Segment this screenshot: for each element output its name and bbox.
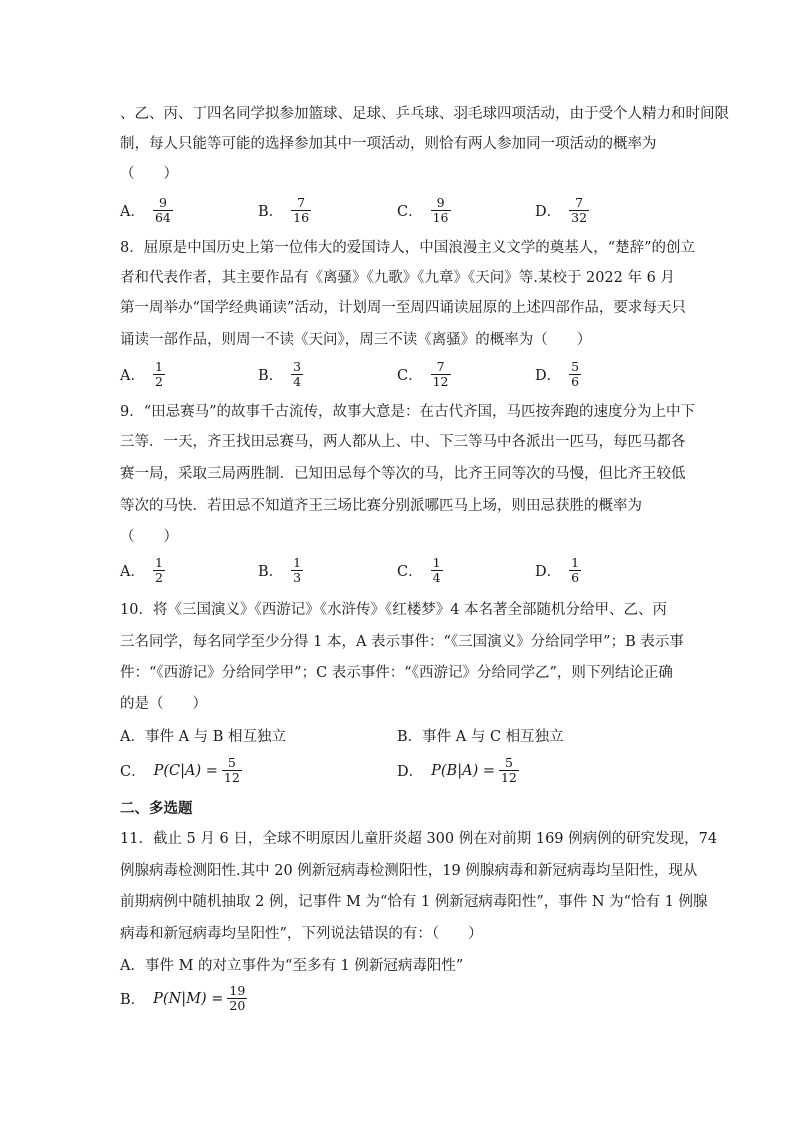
q10-line-3: 件：“《西游记》分给同学甲”；C 表示事件：“《西游记》分给同学乙”，则下列结论正确: [120, 665, 673, 681]
q9-line-2: 三等．一天，齐王找田忌赛马，两人都从上、中、下三等马中各派出一匹马，每匹马都各: [120, 434, 686, 450]
q8-line-3: 第一周举办“国学经典诵读”活动，计划周一至周四诵读屈原的上述四部作品，要求每天只: [120, 300, 686, 316]
q8-line-2: 者和代表作者，其主要作品有《离骚》《九歌》《九章》《天问》等.某校于 2022 年 6 月: [120, 270, 675, 286]
q8-option-b: B． $\frac{3}{4}$: [258, 359, 302, 389]
fraction: $\frac{9}{64}$: [154, 195, 171, 225]
fraction: $\frac{1}{4}$: [432, 555, 441, 585]
fraction: $\frac{7}{12}$: [432, 359, 449, 389]
fraction: $\frac{9}{16}$: [432, 195, 449, 225]
q11-line-3: 前期病例中随机抽取 2 例，记事件 M 为“恰有 1 例新冠病毒阳性”，事件 N 为“恰有 1 例腺: [120, 894, 708, 910]
q9-option-a: A． $\frac{1}{2}$: [120, 555, 163, 585]
q11-line-2: 例腺病毒检测阳性.其中 20 例新冠病毒检测阳性，19 例腺病毒和新冠病毒均呈阳性，现从: [120, 863, 698, 879]
fraction: $\frac{5}{12}$: [223, 755, 240, 785]
fraction: $\frac{7}{32}$: [571, 195, 588, 225]
q7-line-1: 、乙、丙、丁四名同学拟参加篮球、足球、乒乓球、羽毛球四项活动，由于受个人精力和时间限: [120, 106, 729, 122]
q10-option-c: C． P(C|A) = $\frac{5}{12}$: [120, 755, 240, 785]
section-heading-multiple-choice: 二、多选题: [120, 801, 193, 817]
fraction: $\frac{7}{16}$: [293, 195, 310, 225]
q10-line-2: 三名同学，每名同学至少分得 1 本，A 表示事件：“《三国演义》分给同学甲”；B 表示事: [120, 634, 684, 650]
q7-option-b: B． $\frac{7}{16}$: [258, 195, 310, 225]
q11-option-b: B． P(N|M) = $\frac{19}{20}$: [120, 983, 246, 1013]
q9-option-d: D． $\frac{1}{6}$: [535, 555, 580, 585]
q8-option-d: D． $\frac{5}{6}$: [535, 359, 580, 389]
q7-line-2: 制，每人只能等可能的选择参加其中一项活动，则恰有两人参加同一项活动的概率为: [120, 136, 657, 152]
fraction: $\frac{1}{3}$: [293, 555, 302, 585]
q9-line-1: 9．“田忌赛马”的故事千古流传，故事大意是：在古代齐国，马匹按奔跑的速度分为上中下: [120, 404, 696, 420]
q9-line-3: 赛一局，采取三局两胜制．已知田忌每个等次的马，比齐王同等次的马慢，但比齐王较低: [120, 466, 686, 482]
fraction: $\frac{5}{12}$: [500, 755, 517, 785]
q10-option-d: D． P(B|A) = $\frac{5}{12}$: [397, 755, 517, 785]
q8-option-c: C． $\frac{7}{12}$: [397, 359, 449, 389]
fraction: $\frac{1}{6}$: [571, 555, 580, 585]
fraction: $\frac{5}{6}$: [571, 359, 580, 389]
q10-option-b: B．事件 A 与 C 相互独立: [397, 729, 564, 745]
q7-option-a: A． $\frac{9}{64}$: [120, 195, 171, 225]
q10-option-a: A．事件 A 与 B 相互独立: [120, 729, 287, 745]
fraction: $\frac{19}{20}$: [229, 983, 246, 1013]
fraction: $\frac{1}{2}$: [154, 359, 163, 389]
q7-option-d: D． $\frac{7}{32}$: [535, 195, 588, 225]
q11-line-4: 病毒和新冠病毒均呈阳性”，下列说法错误的有：（ ）: [120, 926, 483, 942]
q10-line-4: 的是（ ）: [120, 696, 207, 712]
q9-option-c: C． $\frac{1}{4}$: [397, 555, 441, 585]
q9-option-b: B． $\frac{1}{3}$: [258, 555, 302, 585]
q11-option-a: A．事件 M 的对立事件为“至多有 1 例新冠病毒阳性”: [120, 958, 464, 974]
q9-line-5: （ ）: [120, 529, 178, 545]
fraction: $\frac{3}{4}$: [293, 359, 302, 389]
q7-option-c: C． $\frac{9}{16}$: [397, 195, 449, 225]
q7-line-3: （ ）: [120, 166, 178, 182]
q8-line-1: 8．屈原是中国历史上第一位伟大的爱国诗人，中国浪漫主义文学的奠基人，“楚辞”的创立: [120, 240, 696, 256]
q10-line-1: 10．将《三国演义》《西游记》《水浒传》《红楼梦》4 本名著全部随机分给甲、乙、丙: [120, 602, 668, 618]
q8-option-a: A． $\frac{1}{2}$: [120, 359, 163, 389]
q9-line-4: 等次的马快．若田忌不知道齐王三场比赛分别派哪匹马上场，则田忌获胜的概率为: [120, 498, 642, 514]
fraction: $\frac{1}{2}$: [154, 555, 163, 585]
q11-line-1: 11．截止 5 月 6 日，全球不明原因儿童肝炎超 300 例在对前期 169 例病例的研究发现，74: [120, 831, 718, 847]
q8-line-4: 诵读一部作品，则周一不读《天问》，周三不读《离骚》的概率为（ ）: [120, 332, 592, 348]
